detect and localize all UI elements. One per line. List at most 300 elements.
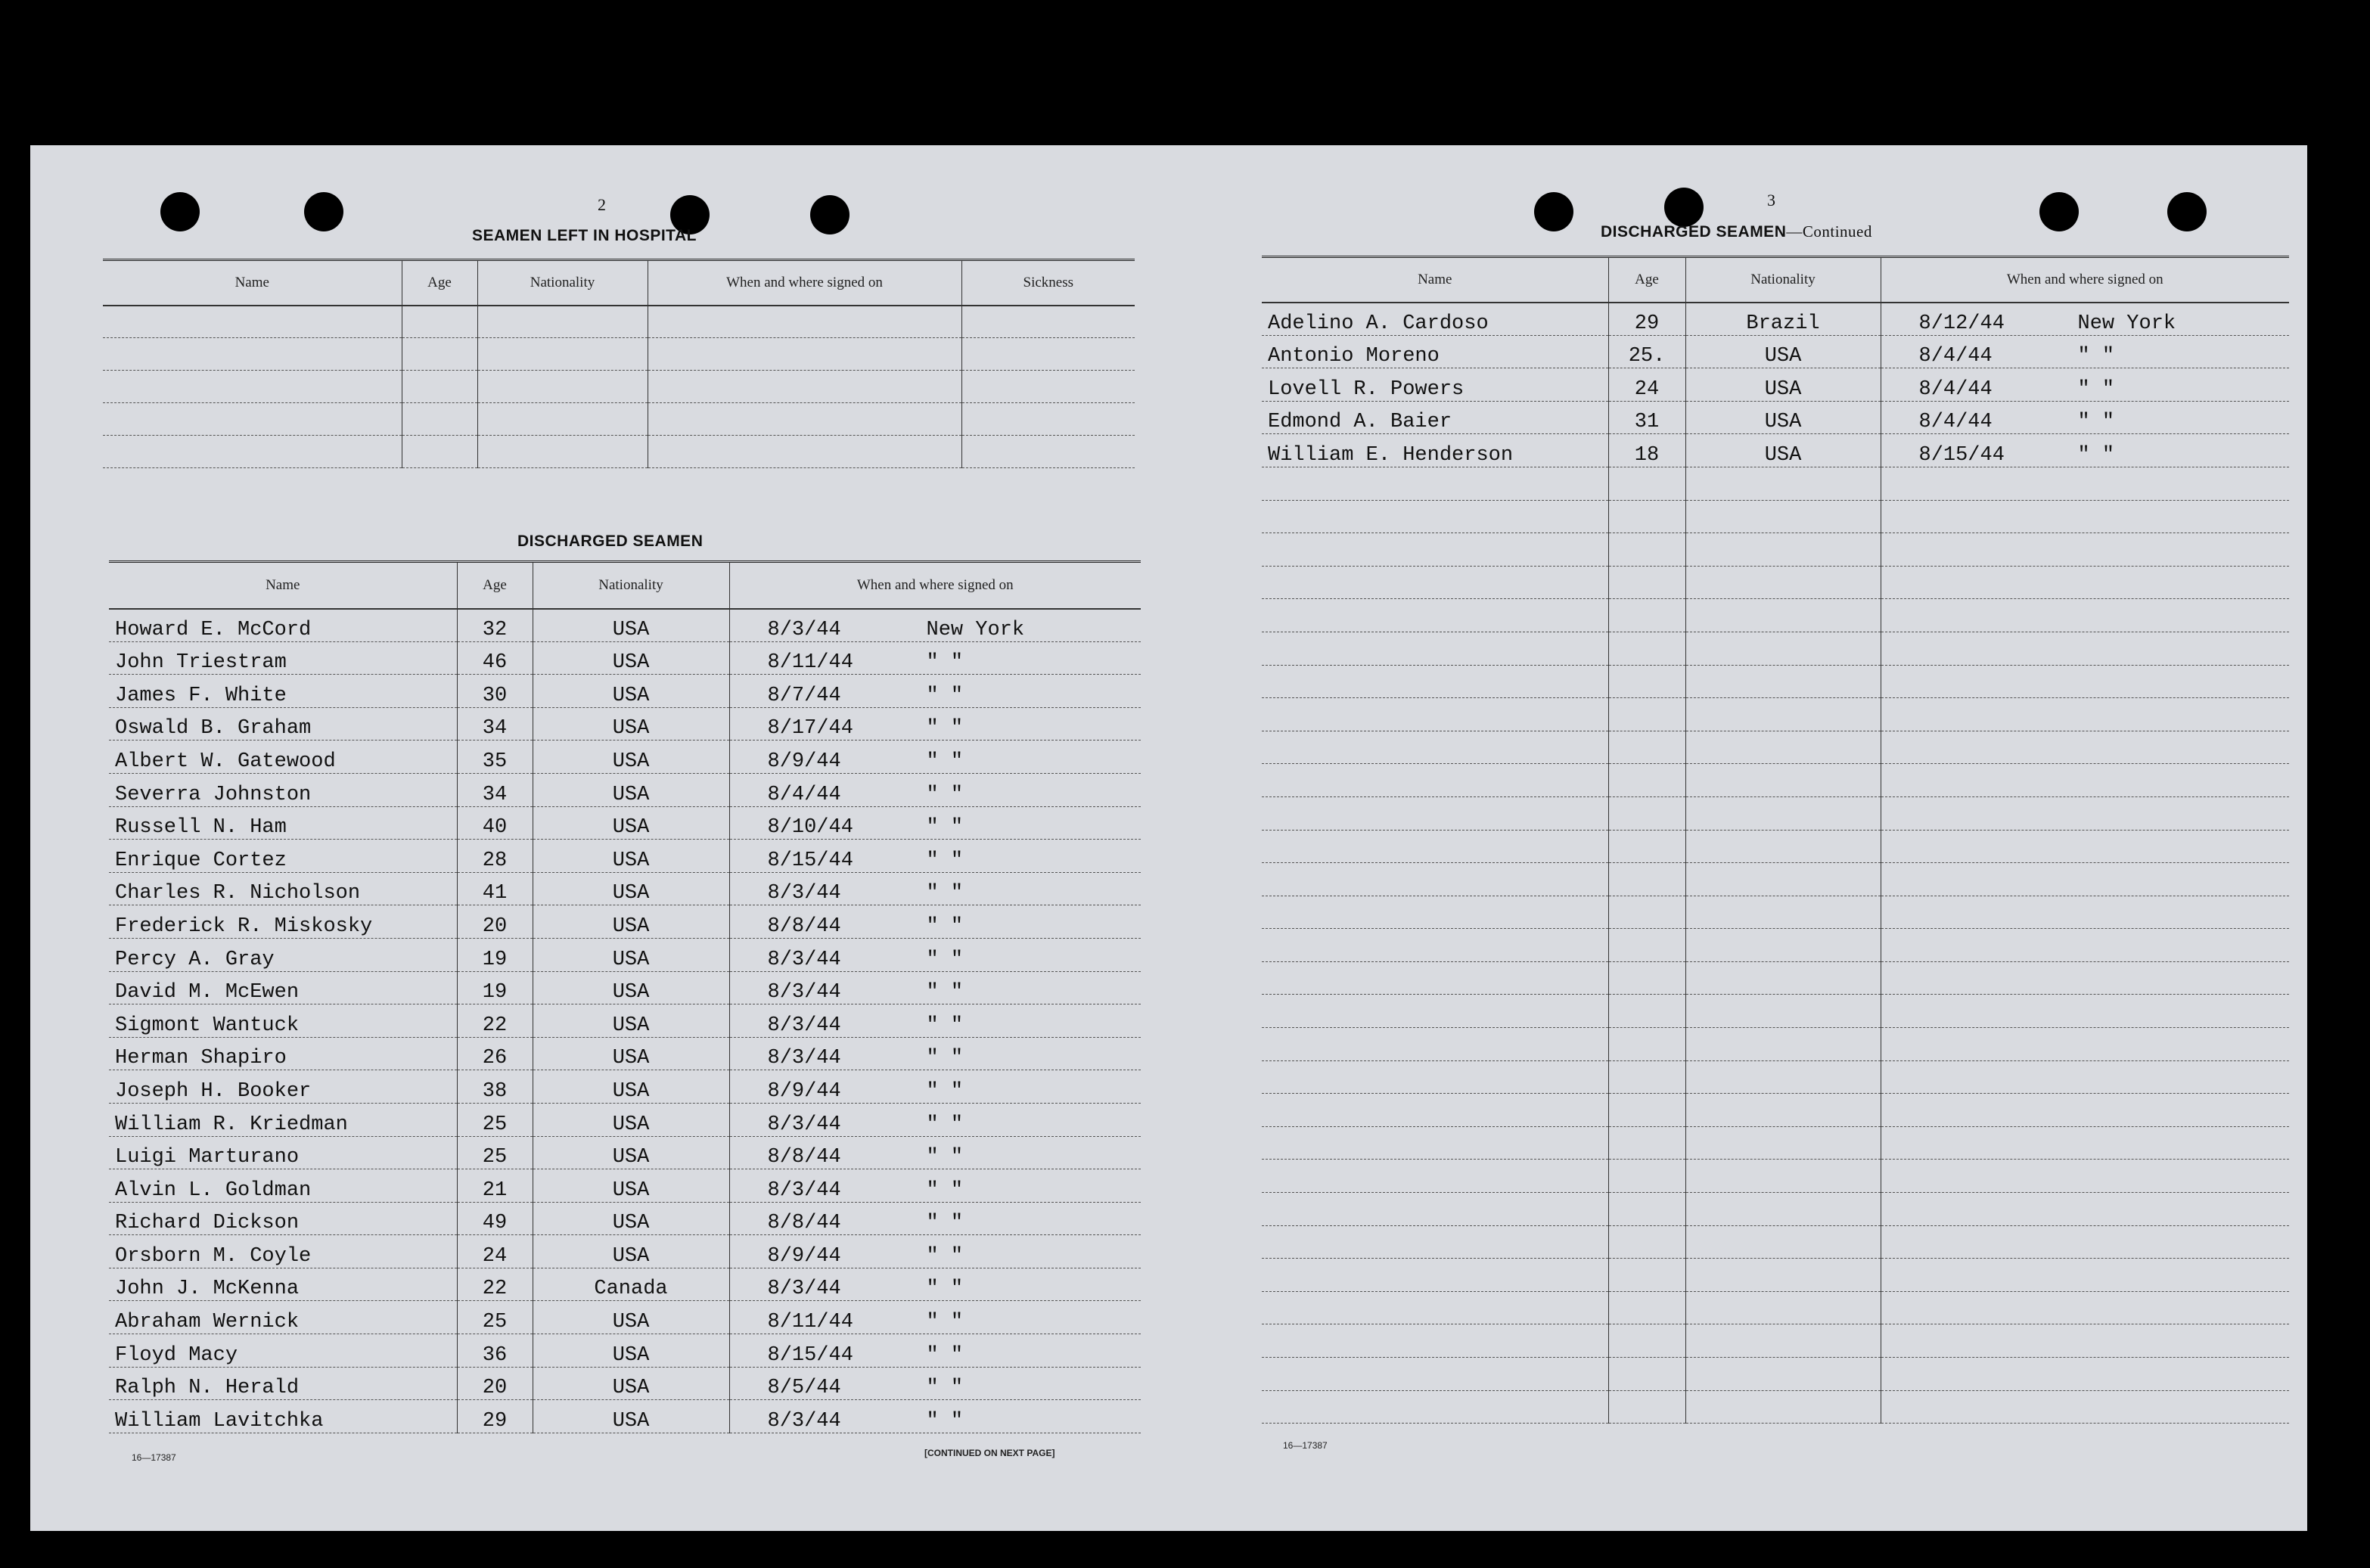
table-row	[109, 938, 1141, 971]
empty-cell	[1685, 1324, 1881, 1358]
table-row	[109, 773, 1141, 806]
table-row	[1262, 401, 2289, 434]
signed-on-date: 8/8/44	[767, 914, 841, 938]
table-row	[1262, 995, 2289, 1028]
table-row	[1262, 1259, 2289, 1292]
table-row	[1262, 961, 2289, 995]
seaman-name: Edmond A. Baier	[1262, 401, 1608, 434]
signed-on-place: " "	[926, 914, 964, 938]
column-header-age: Age	[1608, 257, 1685, 303]
empty-cell	[1881, 467, 2289, 500]
signed-on-cell	[729, 675, 1141, 708]
empty-cell	[1881, 1193, 2289, 1226]
table-row	[109, 1037, 1141, 1070]
table-row	[109, 1004, 1141, 1038]
discharged-continued-title	[1601, 222, 1872, 241]
signed-on-date: 8/4/44	[1918, 411, 1993, 434]
empty-cell	[1608, 995, 1685, 1028]
empty-cell	[1608, 1225, 1685, 1259]
empty-cell	[1262, 632, 1608, 665]
table-row	[109, 1301, 1141, 1334]
empty-cell	[1608, 1094, 1685, 1127]
column-header-name: Name	[109, 562, 457, 609]
signed-on-place: " "	[926, 684, 964, 707]
column-header-age: Age	[457, 562, 533, 609]
empty-cell	[1881, 796, 2289, 830]
empty-cell	[1881, 896, 2289, 929]
signed-on-place: " "	[2077, 345, 2115, 368]
empty-cell	[1262, 1358, 1608, 1391]
empty-cell	[1608, 599, 1685, 632]
empty-cell	[1262, 1291, 1608, 1324]
seaman-age: 25	[457, 1136, 533, 1169]
signed-on-date: 8/8/44	[767, 1212, 841, 1235]
signed-on-date: 8/12/44	[1918, 312, 2005, 335]
signed-on-date: 8/15/44	[767, 849, 853, 872]
signed-on-date: 8/3/44	[767, 1178, 841, 1202]
seaman-age: 49	[457, 1202, 533, 1235]
empty-cell	[1881, 566, 2289, 599]
table-row	[1262, 863, 2289, 896]
signed-on-cell	[729, 1268, 1141, 1301]
empty-cell	[1881, 698, 2289, 731]
empty-cell	[1685, 1028, 1881, 1061]
signed-on-cell	[729, 1301, 1141, 1334]
seaman-name: Lovell R. Powers	[1262, 368, 1608, 402]
signed-on-place: " "	[926, 849, 964, 872]
table-row	[1262, 1358, 2289, 1391]
table-row	[1262, 1060, 2289, 1094]
column-header-signed-on: When and where signed on	[729, 562, 1141, 609]
seaman-name: Oswald B. Graham	[109, 707, 457, 741]
empty-cell	[1262, 467, 1608, 500]
seaman-age: 34	[457, 773, 533, 806]
signed-on-cell	[1881, 434, 2289, 467]
table-row	[103, 371, 1135, 403]
column-header-nationality: Nationality	[477, 260, 648, 306]
signed-on-cell	[1881, 368, 2289, 402]
signed-on-cell	[1881, 335, 2289, 368]
empty-cell	[1685, 929, 1881, 962]
signed-on-cell	[729, 971, 1141, 1004]
table-row	[1262, 1028, 2289, 1061]
seaman-age: 18	[1608, 434, 1685, 467]
seaman-nationality: USA	[533, 1037, 729, 1070]
seaman-age: 41	[457, 872, 533, 905]
table-row	[1262, 929, 2289, 962]
empty-cell	[1685, 665, 1881, 698]
seaman-age: 24	[457, 1235, 533, 1268]
seaman-age: 40	[457, 806, 533, 840]
discharged-continued-rows	[1262, 303, 2289, 1424]
seaman-age: 24	[1608, 368, 1685, 402]
signed-on-date: 8/11/44	[767, 651, 853, 675]
table-row	[109, 675, 1141, 708]
seaman-age: 29	[1608, 303, 1685, 336]
seaman-age: 30	[457, 675, 533, 708]
table-row	[109, 1235, 1141, 1268]
empty-cell	[1262, 599, 1608, 632]
seaman-name: Luigi Marturano	[109, 1136, 457, 1169]
seaman-name: William R. Kriedman	[109, 1103, 457, 1136]
discharged-rows	[109, 609, 1141, 1433]
signed-on-cell	[1881, 401, 2289, 434]
empty-cell	[1262, 1094, 1608, 1127]
signed-on-date: 8/17/44	[767, 717, 853, 741]
signed-on-cell	[1881, 303, 2289, 336]
signed-on-place: " "	[926, 1343, 964, 1367]
empty-cell	[1685, 533, 1881, 567]
signed-on-cell	[729, 741, 1141, 774]
empty-cell	[1881, 1291, 2289, 1324]
signed-on-cell	[729, 1136, 1141, 1169]
signed-on-cell	[729, 707, 1141, 741]
signed-on-place: New York	[926, 618, 1025, 641]
seaman-nationality: USA	[533, 1235, 729, 1268]
empty-cell	[1685, 500, 1881, 533]
seaman-age: 19	[457, 971, 533, 1004]
signed-on-place: " "	[926, 651, 964, 675]
seaman-age: 22	[457, 1004, 533, 1038]
signed-on-date: 8/15/44	[1918, 443, 2005, 467]
signed-on-date: 8/15/44	[767, 1343, 853, 1367]
seaman-nationality: Canada	[533, 1268, 729, 1301]
signed-on-date: 8/4/44	[1918, 345, 1993, 368]
seaman-age: 25.	[1608, 335, 1685, 368]
table-row	[109, 840, 1141, 873]
punch-hole	[304, 192, 343, 231]
empty-cell	[1685, 1160, 1881, 1193]
table-row	[109, 1070, 1141, 1104]
empty-cell	[1262, 698, 1608, 731]
empty-cell	[1262, 896, 1608, 929]
seaman-nationality: USA	[533, 675, 729, 708]
table-row	[1262, 896, 2289, 929]
seaman-age: 35	[457, 741, 533, 774]
seaman-nationality: USA	[533, 609, 729, 642]
seaman-nationality: USA	[533, 1334, 729, 1368]
seaman-nationality: USA	[533, 806, 729, 840]
empty-cell	[1881, 599, 2289, 632]
signed-on-cell	[729, 1367, 1141, 1400]
empty-cell	[1881, 1060, 2289, 1094]
empty-cell	[1881, 961, 2289, 995]
table-row	[109, 1136, 1141, 1169]
seaman-nationality: USA	[533, 1367, 729, 1400]
table-row	[1262, 335, 2289, 368]
table-row	[1262, 368, 2289, 402]
table-row	[1262, 796, 2289, 830]
empty-cell	[1685, 995, 1881, 1028]
table-row	[1262, 434, 2289, 467]
empty-cell	[1881, 830, 2289, 863]
empty-cell	[1881, 1094, 2289, 1127]
signed-on-place: " "	[926, 1212, 964, 1235]
table-row	[1262, 599, 2289, 632]
seaman-age: 46	[457, 641, 533, 675]
signed-on-place: " "	[926, 1244, 964, 1268]
signed-on-cell	[729, 1103, 1141, 1136]
table-row	[1262, 1225, 2289, 1259]
seaman-name: Ralph N. Herald	[109, 1367, 457, 1400]
empty-cell	[1685, 1126, 1881, 1160]
seaman-age: 19	[457, 938, 533, 971]
seaman-name: Severra Johnston	[109, 773, 457, 806]
seaman-nationality: USA	[533, 1301, 729, 1334]
seaman-age: 29	[457, 1400, 533, 1433]
signed-on-cell	[729, 1169, 1141, 1203]
table-row	[109, 806, 1141, 840]
empty-cell	[1262, 731, 1608, 764]
hospital-table	[103, 259, 1135, 468]
empty-cell	[1881, 764, 2289, 797]
empty-cell	[1262, 1126, 1608, 1160]
empty-cell	[1685, 796, 1881, 830]
signed-on-cell	[729, 1037, 1141, 1070]
empty-cell	[1262, 665, 1608, 698]
empty-cell	[1608, 467, 1685, 500]
empty-cell	[1608, 961, 1685, 995]
empty-cell	[1608, 731, 1685, 764]
seaman-name: Enrique Cortez	[109, 840, 457, 873]
column-header-name: Name	[1262, 257, 1608, 303]
seaman-age: 31	[1608, 401, 1685, 434]
signed-on-date: 8/5/44	[767, 1377, 841, 1400]
empty-cell	[1881, 1358, 2289, 1391]
seaman-name: Albert W. Gatewood	[109, 741, 457, 774]
empty-cell	[1685, 1193, 1881, 1226]
seaman-name: Howard E. McCord	[109, 609, 457, 642]
signed-on-cell	[729, 806, 1141, 840]
column-header-name: Name	[103, 260, 402, 306]
seaman-age: 32	[457, 609, 533, 642]
empty-cell	[1881, 731, 2289, 764]
signed-on-cell	[729, 609, 1141, 642]
table-row	[1262, 1193, 2289, 1226]
signed-on-date: 8/11/44	[767, 1311, 853, 1334]
seaman-nationality: USA	[533, 1136, 729, 1169]
empty-cell	[1262, 566, 1608, 599]
empty-cell	[1685, 599, 1881, 632]
seaman-age: 26	[457, 1037, 533, 1070]
table-row	[1262, 1094, 2289, 1127]
seaman-age: 36	[457, 1334, 533, 1368]
seaman-nationality: USA	[533, 641, 729, 675]
signed-on-place: " "	[926, 1311, 964, 1334]
punch-hole	[1664, 188, 1704, 227]
seaman-age: 22	[457, 1268, 533, 1301]
signed-on-cell	[729, 1235, 1141, 1268]
signed-on-place: " "	[2077, 411, 2115, 434]
empty-cell	[1262, 1160, 1608, 1193]
seaman-name: Floyd Macy	[109, 1334, 457, 1368]
empty-cell	[1262, 1225, 1608, 1259]
empty-cell	[1685, 467, 1881, 500]
column-header-nationality: Nationality	[533, 562, 729, 609]
title-suffix: —Continued	[1786, 222, 1872, 241]
empty-cell	[1685, 764, 1881, 797]
seaman-name: Sigmont Wantuck	[109, 1004, 457, 1038]
seaman-nationality: USA	[533, 840, 729, 873]
empty-cell	[1262, 863, 1608, 896]
signed-on-date: 8/9/44	[767, 1079, 841, 1103]
table-row	[103, 403, 1135, 436]
seaman-nationality: USA	[1685, 401, 1881, 434]
table-row	[109, 707, 1141, 741]
signed-on-date: 8/3/44	[767, 1409, 841, 1433]
table-row	[1262, 665, 2289, 698]
table-row	[1262, 303, 2289, 336]
signed-on-place: " "	[926, 1014, 964, 1037]
table-row	[109, 1334, 1141, 1368]
empty-cell	[1881, 533, 2289, 567]
seaman-name: Joseph H. Booker	[109, 1070, 457, 1104]
punch-hole	[810, 195, 850, 234]
seaman-name: Percy A. Gray	[109, 938, 457, 971]
signed-on-place: New York	[2077, 312, 2176, 335]
empty-cell	[1608, 698, 1685, 731]
seaman-age: 20	[457, 1367, 533, 1400]
seaman-nationality: Brazil	[1685, 303, 1881, 336]
table-row	[1262, 500, 2289, 533]
signed-on-place: " "	[926, 981, 964, 1004]
signed-on-cell	[729, 1400, 1141, 1433]
table-row	[109, 905, 1141, 939]
empty-cell	[1685, 566, 1881, 599]
punch-hole	[2167, 192, 2207, 231]
empty-cell	[1608, 500, 1685, 533]
seaman-nationality: USA	[533, 938, 729, 971]
signed-on-place: " "	[2077, 377, 2115, 401]
empty-cell	[1685, 698, 1881, 731]
signed-on-date: 8/3/44	[767, 1113, 841, 1136]
table-row	[103, 436, 1135, 468]
empty-cell	[1685, 731, 1881, 764]
signed-on-place: " "	[926, 1377, 964, 1400]
discharged-continued-table	[1262, 256, 2289, 1424]
table-row	[109, 741, 1141, 774]
seaman-nationality: USA	[533, 1004, 729, 1038]
signed-on-date: 8/4/44	[1918, 377, 1993, 401]
table-row	[1262, 632, 2289, 665]
empty-cell	[1685, 632, 1881, 665]
signed-on-date: 8/9/44	[767, 750, 841, 773]
seaman-nationality: USA	[533, 707, 729, 741]
empty-cell	[1262, 961, 1608, 995]
empty-cell	[1608, 1060, 1685, 1094]
signed-on-cell	[729, 938, 1141, 971]
empty-cell	[1881, 1225, 2289, 1259]
empty-cell	[1262, 1060, 1608, 1094]
empty-cell	[1685, 1291, 1881, 1324]
table-row	[1262, 764, 2289, 797]
empty-cell	[1608, 1259, 1685, 1292]
seaman-name: Antonio Moreno	[1262, 335, 1608, 368]
signed-on-date: 8/3/44	[767, 948, 841, 971]
empty-cell	[1685, 1094, 1881, 1127]
table-row	[1262, 1324, 2289, 1358]
seaman-nationality: USA	[533, 1169, 729, 1203]
column-header-nationality: Nationality	[1685, 257, 1881, 303]
seaman-age: 34	[457, 707, 533, 741]
table-row	[1262, 1160, 2289, 1193]
seaman-nationality: USA	[1685, 368, 1881, 402]
empty-cell	[1685, 1225, 1881, 1259]
seaman-nationality: USA	[533, 905, 729, 939]
empty-cell	[1608, 566, 1685, 599]
empty-cell	[1262, 1028, 1608, 1061]
signed-on-cell	[729, 1334, 1141, 1368]
seaman-name: Frederick R. Miskosky	[109, 905, 457, 939]
empty-cell	[1262, 1390, 1608, 1424]
table-row	[109, 1367, 1141, 1400]
table-row	[109, 609, 1141, 642]
seaman-name: David M. McEwen	[109, 971, 457, 1004]
seaman-nationality: USA	[1685, 434, 1881, 467]
table-row	[1262, 566, 2289, 599]
discharged-section-title: DISCHARGED SEAMEN	[517, 532, 704, 550]
signed-on-cell	[729, 840, 1141, 873]
signed-on-cell	[729, 641, 1141, 675]
seaman-name: John Triestram	[109, 641, 457, 675]
seaman-name: Richard Dickson	[109, 1202, 457, 1235]
discharged-table	[109, 560, 1141, 1433]
signed-on-date: 8/8/44	[767, 1146, 841, 1169]
signed-on-date: 8/7/44	[767, 684, 841, 707]
empty-cell	[1608, 863, 1685, 896]
table-row	[109, 971, 1141, 1004]
document-sheet	[30, 145, 2307, 1531]
empty-cell	[1881, 929, 2289, 962]
column-header-signed-on: When and where signed on	[1881, 257, 2289, 303]
empty-cell	[1685, 1060, 1881, 1094]
empty-cell	[1881, 1324, 2289, 1358]
empty-cell	[1262, 533, 1608, 567]
signed-on-date: 8/3/44	[767, 981, 841, 1004]
empty-cell	[1608, 665, 1685, 698]
signed-on-date: 8/3/44	[767, 618, 841, 641]
empty-cell	[1685, 1390, 1881, 1424]
table-row	[1262, 1291, 2289, 1324]
seaman-name: William E. Henderson	[1262, 434, 1608, 467]
seaman-name: John J. McKenna	[109, 1268, 457, 1301]
table-row	[1262, 467, 2289, 500]
hospital-section-title: SEAMEN LEFT IN HOSPITAL	[472, 227, 697, 244]
seaman-name: Orsborn M. Coyle	[109, 1235, 457, 1268]
empty-cell	[1262, 1259, 1608, 1292]
table-row	[109, 1202, 1141, 1235]
seaman-name: Charles R. Nicholson	[109, 872, 457, 905]
empty-cell	[1608, 830, 1685, 863]
empty-cell	[1608, 1028, 1685, 1061]
seaman-age: 20	[457, 905, 533, 939]
seaman-nationality: USA	[533, 872, 729, 905]
seaman-name: Russell N. Ham	[109, 806, 457, 840]
table-row	[1262, 533, 2289, 567]
table-row	[1262, 1390, 2289, 1424]
signed-on-date: 8/3/44	[767, 1278, 841, 1301]
table-row	[109, 1103, 1141, 1136]
empty-cell	[1262, 1324, 1608, 1358]
signed-on-place: " "	[926, 816, 964, 840]
empty-cell	[1608, 1358, 1685, 1391]
empty-cell	[1881, 500, 2289, 533]
table-row	[1262, 731, 2289, 764]
signed-on-place: " "	[926, 1178, 964, 1202]
signed-on-place: " "	[926, 1113, 964, 1136]
empty-cell	[1608, 929, 1685, 962]
seaman-nationality: USA	[533, 1202, 729, 1235]
